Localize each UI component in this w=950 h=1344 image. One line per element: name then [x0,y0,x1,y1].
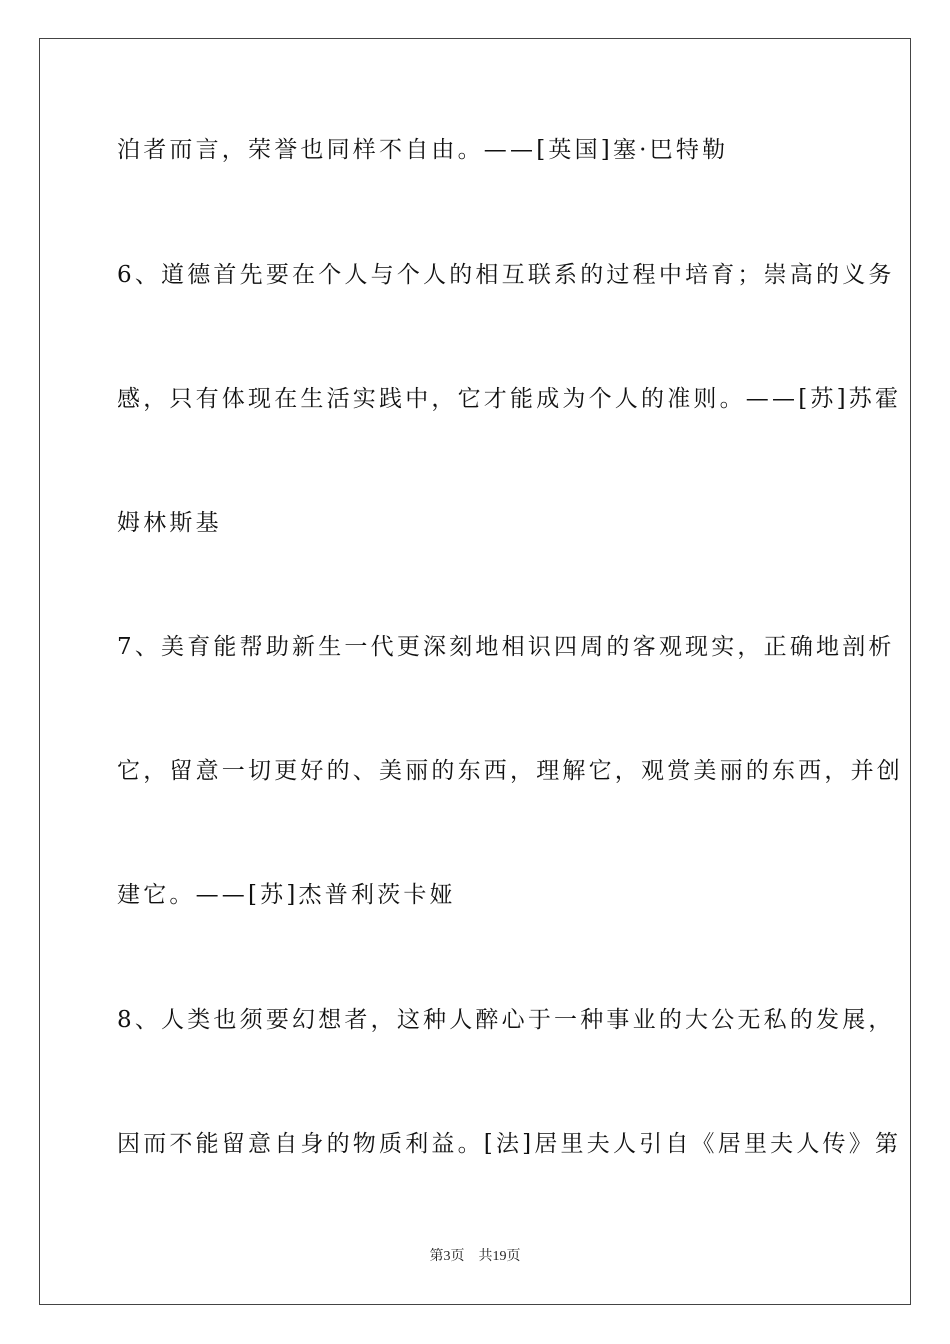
text-line: 因而不能留意自身的物质利益。[法]居里夫人引自《居里夫人传》第 [117,1131,902,1157]
page-frame [39,38,911,1305]
page-total: 共19页 [478,1249,521,1264]
text-line: 6、道德首先要在个人与个人的相互联系的过程中培育；崇高的义务 [117,262,895,288]
text-line: 姆林斯基 [117,510,222,536]
text-line: 它，留意一切更好的、美丽的东西，理解它，观赏美丽的东西，并创 [117,758,903,784]
text-line: 建它。——[苏]杰普利茨卡娅 [117,882,456,908]
text-line: 8、人类也须要幻想者，这种人醉心于一种事业的大公无私的发展， [117,1007,895,1033]
text-line: 7、美育能帮助新生一代更深刻地相识四周的客观现实，正确地剖析 [117,634,895,660]
text-line: 泊者而言，荣誉也同样不自由。——[英国]塞·巴特勒 [117,137,729,163]
text-line: 感，只有体现在生活实践中，它才能成为个人的准则。——[苏]苏霍 [117,386,902,412]
page-footer [0,1248,950,1266]
page-number: 第3页 [429,1249,465,1264]
